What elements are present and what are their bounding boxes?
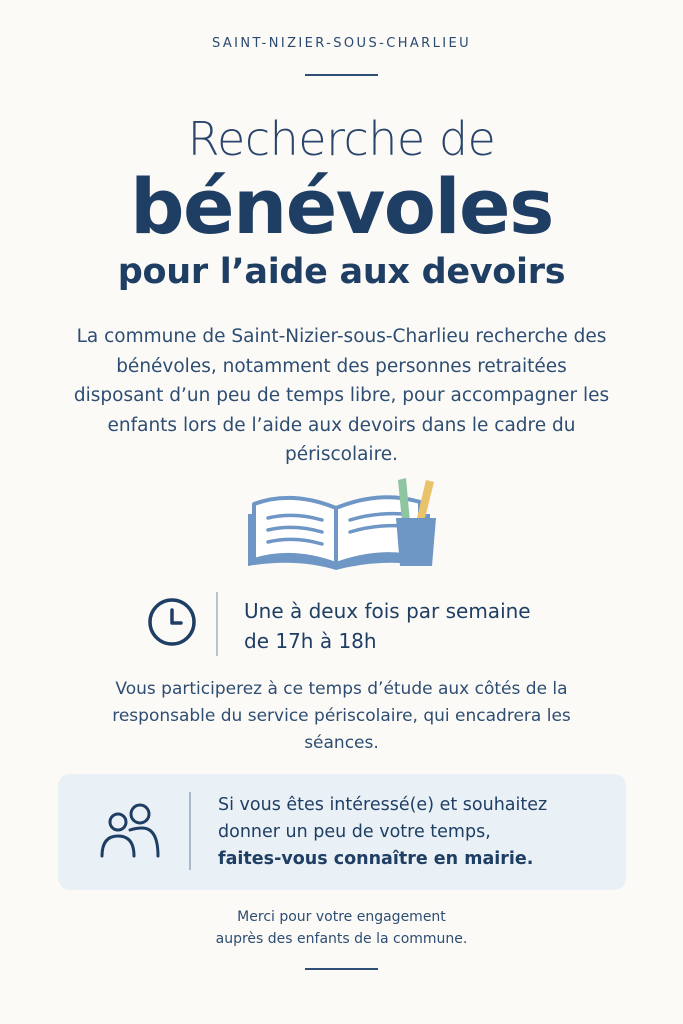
intro-paragraph: La commune de Saint-Nizier-sous-Charlieu recherche des bénévoles, notamment des personnes retraitées disposant d’un peu de temps libre, pour accompagner les enfants lors de l’aide aux devoirs dans le cadre du périscolaire. <box>73 326 610 465</box>
book-and-pencils-icon <box>240 474 440 574</box>
title-line-3: pour l’aide aux devoirs <box>117 252 566 292</box>
schedule-frequency: Une à deux fois par semaine <box>244 599 531 623</box>
contact-line-1: Si vous êtes intéressé(e) et souhaitez <box>218 795 548 815</box>
clock-icon <box>146 596 198 648</box>
schedule-divider <box>216 592 218 656</box>
title-line-1: Recherche de <box>187 112 496 166</box>
bottom-divider <box>305 968 378 970</box>
town-name: SAINT-NIZIER-SOUS-CHARLIEU <box>211 36 472 51</box>
participation-paragraph: Vous participerez à ce temps d’étude aux côtés de la responsable du service périscolaire, qui encadrera les séances. <box>112 679 571 753</box>
contact-divider <box>189 792 191 870</box>
top-divider <box>305 74 378 76</box>
thanks-line-2: auprès des enfants de la commune. <box>215 931 468 947</box>
thanks-message <box>100 906 583 950</box>
schedule-hours: de 17h à 18h <box>244 629 377 653</box>
title-line-2: bénévoles <box>130 162 553 251</box>
schedule-text <box>244 596 584 656</box>
contact-line-2: donner un peu de votre temps, <box>218 822 491 842</box>
people-icon <box>96 800 166 864</box>
contact-call-to-action: faites-vous connaître en mairie. <box>218 849 534 869</box>
contact-text <box>218 792 608 873</box>
thanks-line-1: Merci pour votre engagement <box>237 909 446 925</box>
